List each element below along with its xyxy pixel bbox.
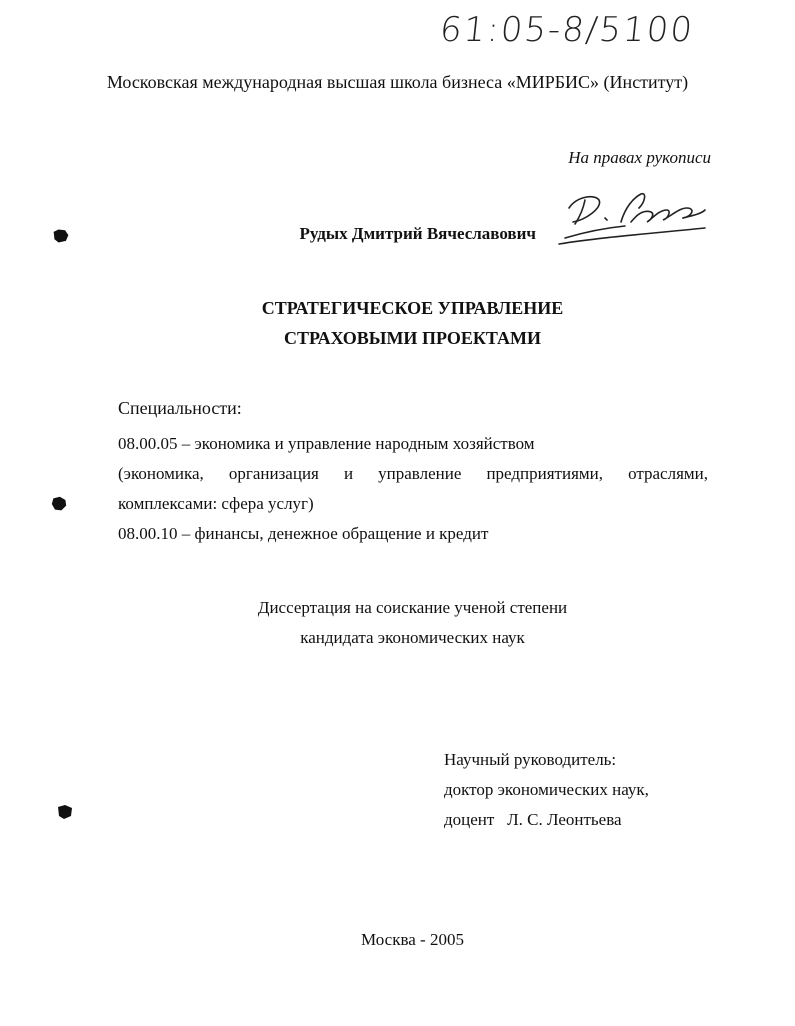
city-year: Москва - 2005 — [361, 930, 464, 949]
institution-name: Московская международная высшая школа бизнеса «МИРБИС» (Институт) — [106, 72, 689, 92]
supervisor-name: доцент Л. С. Леонтьева — [444, 810, 622, 829]
dissertation-line1: Диссертация на соискание ученой степени — [257, 598, 568, 617]
binder-hole-mark-3 — [56, 804, 74, 820]
author-name: Рудых Дмитрий Вячеславович — [299, 224, 536, 243]
manuscript-note: На правах рукописи — [568, 148, 711, 167]
specialties-label: Специальности: — [118, 398, 242, 418]
supervisor-degree: доктор экономических наук, — [444, 780, 649, 799]
signature-image — [555, 188, 715, 250]
thesis-title-line2: СТРАХОВЫМИ ПРОЕКТАМИ — [283, 328, 541, 348]
specialty-2: 08.00.10 – финансы, денежное обращение и кредит — [118, 524, 489, 543]
specialty-1: 08.00.05 – экономика и управление народным хозяйством — [118, 434, 535, 453]
thesis-title-line1: СТРАТЕГИЧЕСКОЕ УПРАВЛЕНИЕ — [261, 298, 564, 318]
supervisor-label: Научный руководитель: — [444, 750, 617, 769]
binder-hole-mark-2 — [50, 496, 68, 512]
archive-number: 61:05-8/5100 — [437, 10, 696, 50]
specialty-1-description-line1: (экономика, организация и управление предприятиями, отраслями, — [118, 464, 708, 483]
specialty-1-description-line2: комплексами: сфера услуг) — [118, 494, 314, 513]
binder-hole-mark-1 — [52, 228, 70, 244]
dissertation-line2: кандидата экономических наук — [300, 628, 525, 647]
